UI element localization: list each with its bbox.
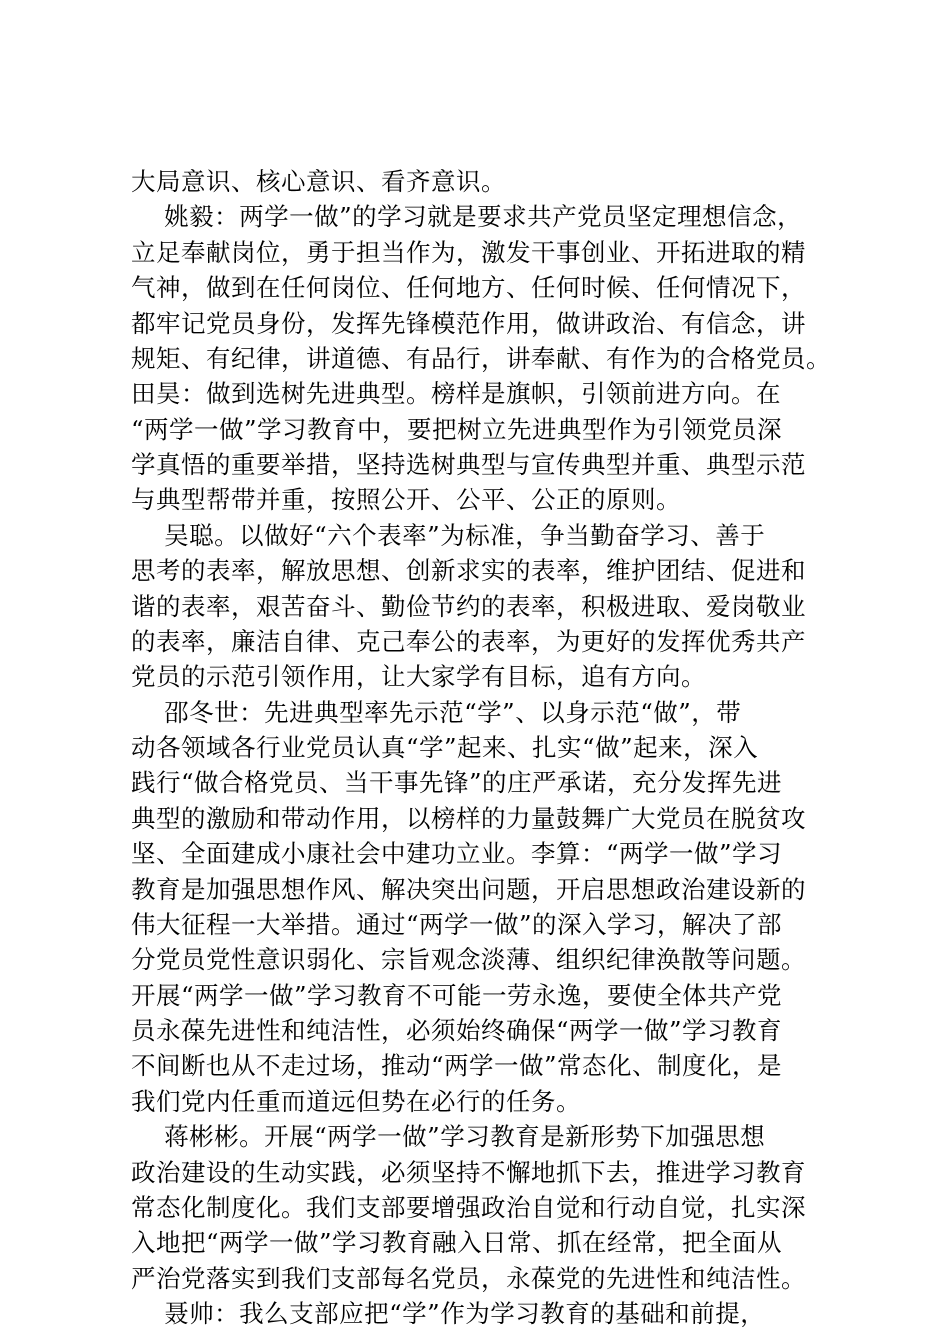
text-line: 践行“做合格党员、当干事先锋”的庄严承诺，充分发挥先进 [131, 768, 783, 797]
text-line: 严治党落实到我们支部每名党员，永葆党的先进性和纯洁性。 [131, 1264, 806, 1293]
text-line: 与典型帮带并重，按照公开、公平、公正的原则。 [131, 485, 681, 514]
text-line: 坚、全面建成小康社会中建功立业。李算：“两学一做”学习 [131, 839, 783, 868]
text-line: 伟大征程一大举措。通过“两学一做”的深入学习，解决了部 [131, 910, 783, 939]
text-line: 规矩、有纪律，讲道德、有品行，讲奉献、有作为的合格党员。 [131, 344, 831, 373]
text-line: 政治建设的生动实践，必须坚持不懈地抓下去，推进学习教育 [131, 1158, 806, 1187]
text-line: 开展“两学一做”学习教育不可能一劳永逸，要使全体共产党 [131, 981, 783, 1010]
text-line: 学真悟的重要举措，坚持选树典型与宣传典型并重、典型示范 [131, 450, 806, 479]
text-line: 员永葆先进性和纯洁性，必须始终确保“两学一做”学习教育 [131, 1016, 783, 1045]
text-line: 的表率，廉洁自律、克己奉公的表率，为更好的发挥优秀共产 [131, 627, 806, 656]
text-line: 聂帅：我么支部应把“学”作为学习教育的基础和前提， [131, 1299, 766, 1328]
text-line: “两学一做”学习教育中，要把树立先进典型作为引领党员深 [131, 415, 783, 444]
text-line: 立足奉献岗位，勇于担当作为，激发干事创业、开拓进取的精 [131, 238, 806, 267]
text-line: 常态化制度化。我们支部要增强政治自觉和行动自觉，扎实深 [131, 1193, 806, 1222]
text-line: 分党员党性意识弱化、宗旨观念淡薄、组织纪律涣散等问题。 [131, 945, 806, 974]
text-line: 动各领域各行业党员认真“学”起来、扎实“做”起来，深入 [131, 733, 759, 762]
text-line: 典型的激励和带动作用，以榜样的力量鼓舞广大党员在脱贫攻 [131, 804, 806, 833]
text-line: 姚毅：两学一做”的学习就是要求共产党员坚定理想信念， [131, 202, 803, 231]
text-line: 蒋彬彬。开展“两学一做”学习教育是新形势下加强思想 [131, 1122, 766, 1151]
text-line: 我们党内任重而道远但势在必行的任务。 [131, 1087, 581, 1116]
text-line: 都牢记党员身份，发挥先锋模范作用，做讲政治、有信念，讲 [131, 309, 806, 338]
text-line: 入地把“两学一做”学习教育融入日常、抓在经常，把全面从 [131, 1228, 783, 1257]
text-line: 邵冬世：先进典型率先示范“学”、以身示范“做”，带 [131, 698, 742, 727]
text-line: 不间断也从不走过场，推动“两学一做”常态化、制度化，是 [131, 1051, 783, 1080]
text-line: 大局意识、核心意识、看齐意识。 [131, 167, 506, 196]
text-line: 吴聪。以做好“六个表率”为标准，争当勤奋学习、善于 [131, 521, 766, 550]
text-line: 教育是加强思想作风、解决突出问题，开启思想政治建设新的 [131, 875, 806, 904]
text-line: 田昊：做到选树先进典型。榜样是旗帜，引领前进方向。在 [131, 379, 781, 408]
text-line: 思考的表率，解放思想、创新求实的表率，维护团结、促进和 [131, 556, 806, 585]
text-line: 谐的表率，艰苦奋斗、勤俭节约的表率，积极进取、爱岗敬业 [131, 592, 806, 621]
text-line: 气神，做到在任何岗位、任何地方、任何时候、任何情况下， [131, 273, 806, 302]
text-line: 党员的示范引领作用，让大家学有目标，追有方向。 [131, 662, 706, 691]
